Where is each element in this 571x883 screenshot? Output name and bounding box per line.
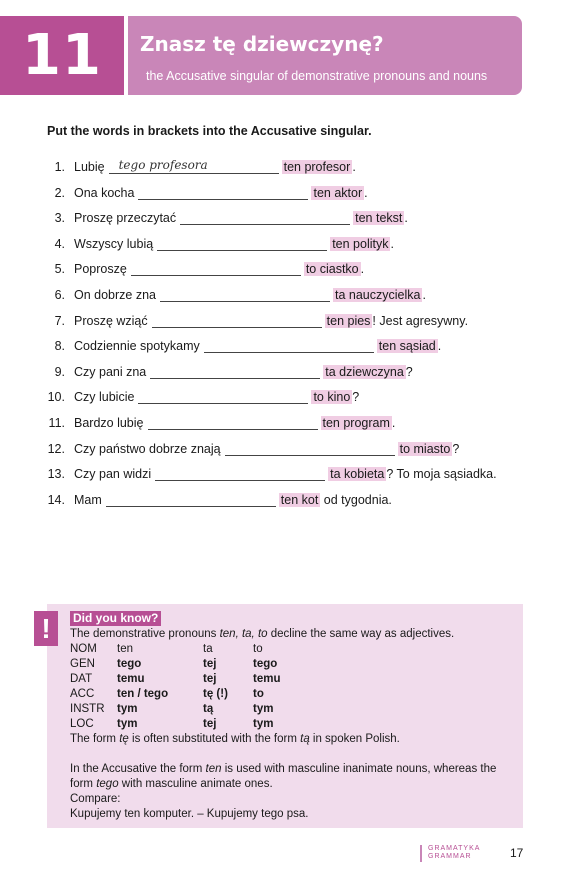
exercise-ending: . [390,236,394,251]
exercise-ending: . [391,416,396,430]
exercise-number: 3. [54,211,65,226]
declension-cell: tej [203,658,217,670]
exercise-item [0,286,571,304]
title-band [128,16,522,95]
exercise-item [0,260,571,278]
declension-cell: to [253,643,263,655]
exercise-number: 6. [54,288,65,302]
note-compare-label: Compare: [70,793,121,805]
exercise-item [0,184,571,202]
exercise-text: Czy lubicie [74,390,135,405]
answer-blank[interactable] [138,390,308,404]
exercise-sentence [74,416,395,430]
exercise-text: Codziennie spotykamy [74,339,200,354]
declension-cell: GEN [70,658,95,670]
exercise-ending: . [404,211,408,226]
declension-cell: tym [253,703,274,715]
exercise-ending: od tygodnia. [320,492,392,507]
exercise-sentence [74,314,468,328]
declension-row [70,657,515,672]
did-you-know-box [47,604,523,828]
answer-blank[interactable] [225,442,395,456]
note-heading: Did you know? [70,611,161,626]
bracket-word: ta dziewczyna [325,364,404,379]
declension-cell: tym [117,703,138,715]
exclamation-icon: ! [34,611,58,646]
exercise-sentence [74,237,394,251]
exercise-number: 8. [54,339,65,354]
declension-cell: tej [203,673,217,685]
exercise-sentence [74,442,459,456]
exercise-ending: . [352,160,356,174]
declension-cell: DAT [70,673,93,685]
exercise-number: 14. [47,492,65,507]
exercise-number: 13. [47,467,65,482]
exercise-text: Lubię [74,160,105,174]
exercise-item [0,414,571,432]
answer-blank[interactable] [138,186,308,200]
exercise-text: Proszę przeczytać [74,211,177,226]
exercise-text: Czy państwo dobrze znają [74,441,221,456]
answer-blank[interactable] [148,416,318,430]
bracket-word: ten kot [280,492,319,507]
note-accusative-remark: In the Accusative the form ten is used with masculine inanimate nouns, whereas the form tego with masculine animate ones. [70,763,497,790]
answer-blank[interactable] [150,365,320,379]
answer-blank[interactable] [155,467,325,481]
declension-row [70,717,515,732]
note-content [70,611,515,822]
footer-divider [420,845,422,862]
answer-blank[interactable] [157,237,327,251]
exercise-number: 1. [54,160,65,174]
declension-cell: tę (!) [203,688,228,700]
exercise-sentence [74,493,392,507]
declension-cell: temu [117,673,145,685]
bracket-word: ten sąsiad [378,339,436,354]
bracket-word: ten program [322,416,390,430]
bracket-word: ten tekst [355,211,403,226]
declension-cell: INSTR [70,703,105,715]
declension-cell: ten / tego [117,688,169,700]
note-intro: The demonstrative pronouns ten, ta, to decline the same way as adjectives. [70,628,455,640]
bracket-word: ten profesor [283,160,351,174]
answer-blank[interactable] [160,288,330,302]
exercise-number: 2. [54,185,65,200]
declension-cell: tej [203,718,217,730]
declension-table [70,642,515,732]
exercise-number: 4. [54,236,65,251]
exercise-number: 5. [54,262,65,277]
declension-cell: NOM [70,643,97,655]
exercise-sentence [74,160,356,174]
page-subtitle: the Accusative singular of demonstrative pronouns and nouns [146,69,488,83]
bracket-word: ta nauczycielka [335,288,421,302]
exercise-item [0,491,571,509]
bracket-word: to kino [313,390,351,405]
declension-row [70,702,515,717]
answer-blank[interactable] [109,160,279,174]
exercise-sentence [74,288,426,302]
exercise-item [0,388,571,406]
exercise-ending: . [364,185,368,200]
exercise-sentence [74,262,364,276]
page-title: Znasz tę dziewczynę? [140,32,384,56]
declension-cell: temu [253,673,281,685]
exercise-sentence [74,365,413,379]
bracket-word: ten polityk [332,236,389,251]
exercise-ending: . [422,288,426,302]
declension-row [70,642,515,657]
exercise-ending: . [360,262,365,277]
bracket-word: ten pies [326,313,371,328]
bracket-word: to miasto [399,441,451,456]
exercise-item [0,363,571,381]
exercise-ending: ? [452,441,460,456]
declension-cell: ta [203,643,213,655]
bracket-word: to ciastko [305,262,359,277]
declension-row [70,687,515,702]
exercise-text: Czy pan widzi [74,467,152,482]
exercise-item [0,440,571,458]
exercise-number: 12. [47,441,65,456]
exercise-item [0,209,571,227]
note-form-remark: The form tę is often substituted with the form tą in spoken Polish. [70,733,400,745]
footer-section-label: GRAMATYKA GRAMMAR [428,845,481,860]
exercise-number: 7. [54,313,65,328]
handwritten-answer: tego profesora [118,158,208,172]
exercise-instruction: Put the words in brackets into the Accusative singular. [47,124,372,138]
bracket-word: ta kobieta [330,467,385,482]
declension-cell: tego [253,658,278,670]
note-compare-example: Kupujemy ten komputer. – Kupujemy tego psa. [70,808,309,820]
unit-number: 11 [0,16,124,95]
declension-cell: LOC [70,718,94,730]
declension-cell: tą [203,703,214,715]
exercise-text: Mam [74,492,102,507]
answer-blank[interactable] [106,493,276,507]
exercise-number: 11. [48,416,65,430]
exercise-sentence [74,339,441,353]
exercise-text: On dobrze zna [74,288,156,302]
exercise-ending: ? [405,364,413,379]
exercise-item [0,312,571,330]
exercise-sentence [74,390,359,404]
exercise-item [0,158,571,176]
exercise-text: Ona kocha [74,185,135,200]
exercise-number: 10. [47,390,65,405]
exercise-ending: ! Jest agresywny. [372,313,469,328]
answer-blank[interactable] [152,314,322,328]
answer-blank[interactable] [180,211,350,225]
declension-cell: tym [253,718,274,730]
exercise-sentence [74,211,408,225]
exercise-ending: ? To moja sąsiadka. [386,467,497,482]
exercise-item [0,235,571,253]
exercise-text: Wszyscy lubią [74,236,154,251]
page-number: 17 [510,846,524,860]
declension-cell: tego [117,658,142,670]
answer-blank[interactable] [204,339,374,353]
declension-cell: ACC [70,688,95,700]
exercise-item [0,465,571,483]
bracket-word: ten aktor [313,185,363,200]
exercise-ending: . [437,339,442,354]
exercise-text: Proszę wziąć [74,313,148,328]
exercise-text: Czy pani zna [74,364,147,379]
exercise-text: Bardzo lubię [74,416,144,430]
exercise-sentence [74,186,368,200]
answer-blank[interactable] [131,262,301,276]
exercise-number: 9. [54,364,65,379]
exercise-ending: ? [352,390,360,405]
exercise-item [0,337,571,355]
declension-cell: to [253,688,264,700]
declension-row [70,672,515,687]
exercise-text: Poproszę [74,262,127,277]
exercise-sentence [74,467,497,481]
declension-cell: ten [117,643,133,655]
declension-cell: tym [117,718,138,730]
